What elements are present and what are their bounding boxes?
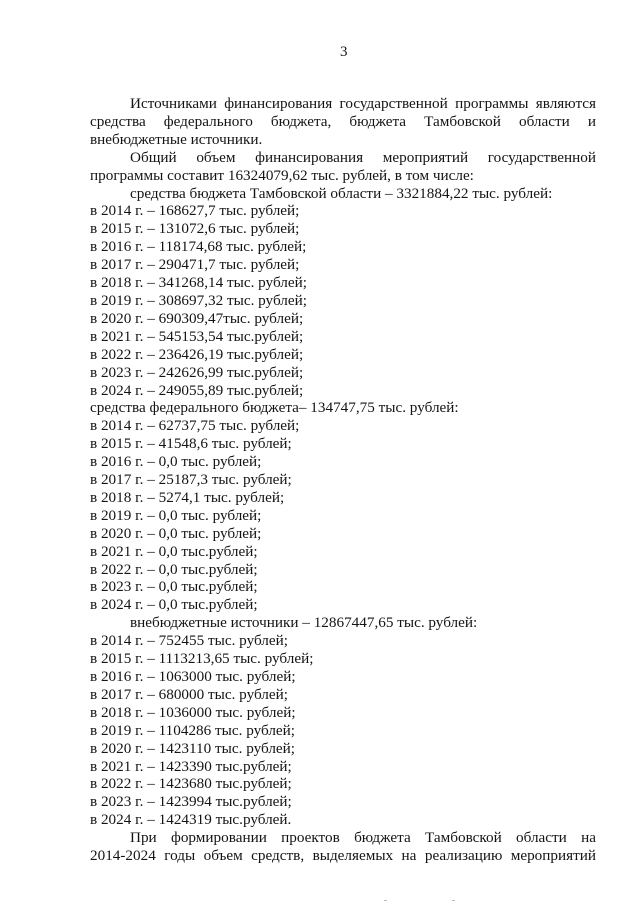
closing-line-1: При формировании проектов бюджета Тамбовской области на	[130, 829, 596, 847]
federal-list	[90, 417, 596, 614]
list-item: в 2024 г. – 249055,89 тыс.рублей;	[90, 381, 304, 399]
regional-list	[90, 202, 596, 399]
list-item: в 2021 г. – 0,0 тыс.рублей;	[90, 542, 258, 560]
list-item: в 2017 г. – 25187,3 тыс. рублей;	[90, 471, 292, 489]
intro-line-2: средства федерального бюджета, бюджета Тамбовской области и	[90, 112, 596, 130]
list-item: в 2021 г. – 545153,54 тыс.рублей;	[90, 327, 304, 345]
extrabudgetary-heading: внебюджетные источники – 12867447,65 тыс. рублей:	[130, 614, 478, 632]
list-item: в 2016 г. – 0,0 тыс. рублей;	[90, 453, 262, 471]
list-item: в 2018 г. – 1036000 тыс. рублей;	[90, 703, 296, 721]
list-item: в 2015 г. – 1113213,65 тыс. рублей;	[90, 650, 314, 668]
list-item: в 2020 г. – 1423110 тыс. рублей;	[90, 739, 296, 757]
extrabudgetary-list	[90, 632, 596, 829]
list-item: в 2020 г. – 0,0 тыс. рублей;	[90, 524, 262, 542]
list-item: в 2015 г. – 41548,6 тыс. рублей;	[90, 435, 292, 453]
list-item: в 2017 г. – 290471,7 тыс. рублей;	[90, 256, 300, 274]
total-line-1: Общий объем финансирования мероприятий государственной	[130, 148, 596, 166]
page-number: 3	[340, 44, 348, 60]
list-item: в 2015 г. – 131072,6 тыс. рублей;	[90, 220, 300, 238]
list-item: в 2021 г. – 1423390 тыс.рублей;	[90, 757, 292, 775]
list-item: в 2023 г. – 1423994 тыс.рублей;	[90, 793, 292, 811]
list-item: в 2022 г. – 236426,19 тыс.рублей;	[90, 345, 304, 363]
list-item: в 2014 г. – 752455 тыс. рублей;	[90, 632, 288, 650]
list-item: в 2023 г. – 242626,99 тыс.рублей;	[90, 363, 304, 381]
closing-line-2: 2014-2024 годы объем средств, выделяемых на реализацию мероприятий	[90, 847, 596, 865]
list-item: в 2024 г. – 1424319 тыс.рублей.	[90, 811, 292, 829]
regional-heading: средства бюджета Тамбовской области – 3321884,22 тыс. рублей:	[130, 184, 553, 202]
scan-speck	[452, 900, 455, 901]
list-item: в 2020 г. – 690309,47тыс. рублей;	[90, 309, 304, 327]
document-body	[90, 95, 596, 865]
list-item: в 2018 г. – 341268,14 тыс. рублей;	[90, 274, 307, 292]
list-item: в 2016 г. – 118174,68 тыс. рублей;	[90, 238, 307, 256]
list-item: в 2022 г. – 1423680 тыс.рублей;	[90, 775, 292, 793]
list-item: в 2019 г. – 1104286 тыс. рублей;	[90, 721, 296, 739]
list-item: в 2017 г. – 680000 тыс. рублей;	[90, 685, 288, 703]
list-item: в 2014 г. – 168627,7 тыс. рублей;	[90, 202, 300, 220]
list-item: в 2023 г. – 0,0 тыс.рублей;	[90, 578, 258, 596]
total-line-2: программы составит 16324079,62 тыс. рублей, в том числе:	[90, 166, 474, 184]
list-item: в 2014 г. – 62737,75 тыс. рублей;	[90, 417, 300, 435]
list-item: в 2024 г. – 0,0 тыс.рублей;	[90, 596, 258, 614]
intro-line-1: Источниками финансирования государственной программы являются	[130, 95, 596, 112]
federal-heading: средства федерального бюджета– 134747,75 тыс. рублей:	[90, 399, 459, 417]
scan-speck	[384, 900, 387, 901]
list-item: в 2019 г. – 0,0 тыс. рублей;	[90, 506, 262, 524]
list-item: в 2019 г. – 308697,32 тыс. рублей;	[90, 291, 307, 309]
list-item: в 2022 г. – 0,0 тыс.рублей;	[90, 560, 258, 578]
list-item: в 2016 г. – 1063000 тыс. рублей;	[90, 668, 296, 685]
list-item: в 2018 г. – 5274,1 тыс. рублей;	[90, 488, 285, 506]
intro-line-3: внебюджетные источники.	[90, 130, 263, 148]
